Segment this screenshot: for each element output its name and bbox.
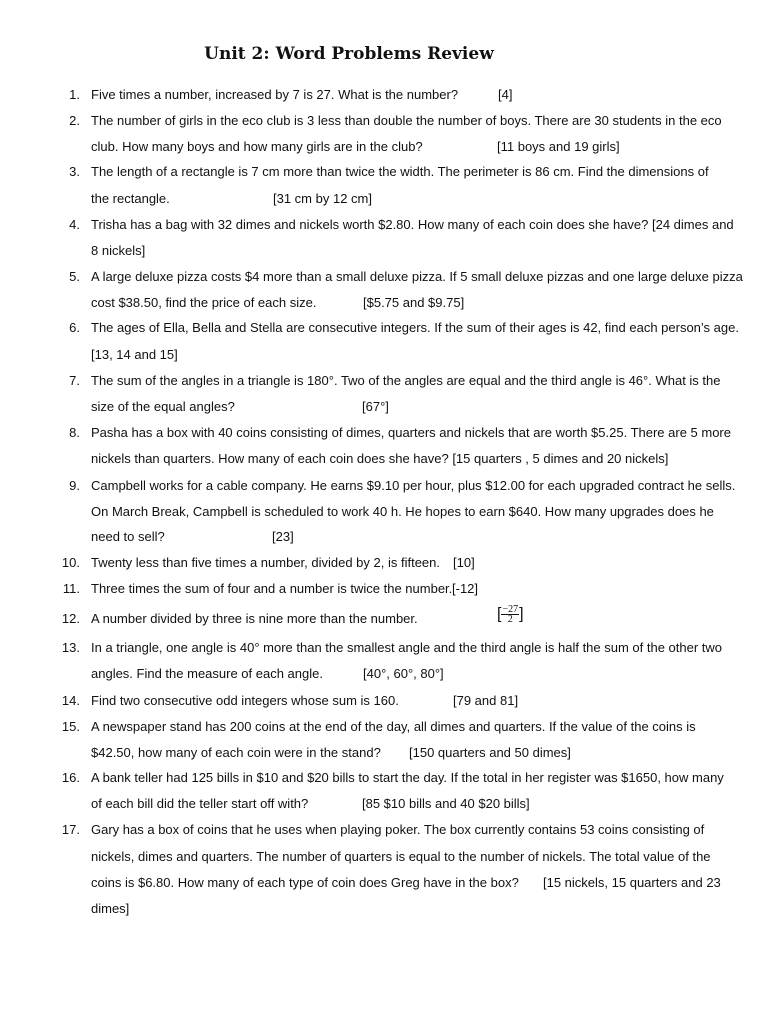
problem-number: 5. — [69, 269, 80, 284]
problem-number: 11. — [62, 581, 80, 596]
problem-text-line: angles. Find the measure of each angle. — [91, 666, 323, 681]
problem-number: 12. — [61, 611, 80, 626]
problem-text-line: A large deluxe pizza costs $4 more than a small deluxe pizza. If 5 small deluxe pizzas and one large deluxe pizza — [91, 269, 743, 284]
problem-number: 2. — [69, 113, 80, 128]
problem-answer: [-12] — [452, 581, 479, 596]
problem-text-line: Trisha has a bag with 32 dimes and nickels worth $2.80. How many of each coin does she have? [24 dimes and — [91, 217, 734, 232]
problem-answer: [31 cm by 12 cm] — [273, 191, 372, 206]
problem-answer: [23] — [272, 529, 294, 544]
problem-text-line: The ages of Ella, Bella and Stella are consecutive integers. If the sum of their ages is 42, find each person’s age. — [91, 320, 739, 335]
problem-number: 8. — [69, 425, 80, 440]
problem-text-line: coins is $6.80. How many of each type of coin does Greg have in the box? — [91, 875, 519, 890]
problem-answer: [$5.75 and $9.75] — [363, 295, 465, 310]
problem-answer: [85 $10 bills and 40 $20 bills] — [362, 796, 530, 811]
problem-text-line: club. How many boys and how many girls are in the club? — [91, 139, 423, 154]
answer-fraction — [501, 605, 519, 624]
problem-text-line: the rectangle. — [91, 191, 170, 206]
problem-number: 16. — [61, 770, 80, 785]
problem-text-line: nickels than quarters. How many of each coin does she have? [15 quarters , 5 dimes and 20 nickels] — [91, 451, 669, 466]
problem-text-line: On March Break, Campbell is scheduled to work 40 h. He hopes to earn $640. How many upgrades does he — [91, 504, 714, 519]
problem-answer: [150 quarters and 50 dimes] — [409, 745, 571, 760]
problem-number: 13. — [61, 640, 80, 655]
problem-text-line: $42.50, how many of each coin were in the stand? — [91, 745, 381, 760]
problem-text-line: Campbell works for a cable company. He earns $9.10 per hour, plus $12.00 for each upgraded contract he sells. — [91, 478, 736, 493]
problem-text-line: of each bill did the teller start off with? — [91, 796, 309, 811]
page-title: Unit 2: Word Problems Review — [204, 44, 494, 64]
problem-number: 15. — [61, 719, 80, 734]
problem-answer: [11 boys and 19 girls] — [497, 139, 620, 154]
problem-answer: [4] — [498, 87, 513, 102]
problem-text-line: A newspaper stand has 200 coins at the end of the day, all dimes and quarters. If the value of the coins is — [91, 719, 696, 734]
problem-text-line: The number of girls in the eco club is 3 less than double the number of boys. There are 30 students in the eco — [91, 113, 722, 128]
problem-number: 10. — [61, 555, 80, 570]
problem-text-line: A bank teller had 125 bills in $10 and $20 bills to start the day. If the total in her register was $1650, how many — [91, 770, 724, 785]
problem-text-line: nickels, dimes and quarters. The number of quarters is equal to the number of nickels. The total value of the — [91, 849, 711, 864]
problem-text-line: need to sell? — [91, 529, 165, 544]
problem-answer: [ $\frac{-27}{2}$ ] — [497, 604, 524, 625]
problem-number: 9. — [69, 478, 80, 493]
problem-number: 6. — [69, 320, 80, 335]
problem-text-line: Pasha has a box with 40 coins consisting of dimes, quarters and nickels that are worth $5.25. There are 5 more — [91, 425, 731, 440]
problem-text-line: Three times the sum of four and a number is twice the number. — [91, 581, 453, 596]
problem-number: 4. — [69, 217, 80, 232]
problem-text-line: The length of a rectangle is 7 cm more than twice the width. The perimeter is 86 cm. Find the dimensions of — [91, 164, 709, 179]
problem-number: 3. — [69, 164, 80, 179]
problem-text-line: cost $38.50, find the price of each size. — [91, 295, 317, 310]
problem-text-line: dimes] — [91, 901, 130, 916]
problem-answer: [10] — [453, 555, 475, 570]
fraction-numerator: −27 — [502, 604, 519, 615]
problem-answer: [67°] — [362, 399, 389, 414]
problem-number: 1. — [69, 87, 80, 102]
problem-number: 7. — [69, 373, 80, 388]
problem-answer: [40°, 60°, 80°] — [363, 666, 444, 681]
problem-answer: [15 nickels, 15 quarters and 23 — [543, 875, 721, 890]
problem-text-line: 8 nickels] — [91, 243, 146, 258]
problem-text-line: Five times a number, increased by 7 is 27. What is the number? — [91, 87, 459, 102]
problem-text-line: Twenty less than five times a number, divided by 2, is fifteen. — [91, 555, 441, 570]
problem-text-line: [13, 14 and 15] — [91, 347, 178, 362]
problem-text-line: size of the equal angles? — [91, 399, 235, 414]
problem-answer: [79 and 81] — [453, 693, 519, 708]
problem-number: 14. — [61, 693, 80, 708]
problem-number: 17. — [61, 822, 80, 837]
problem-text-line: In a triangle, one angle is 40° more than the smallest angle and the third angle is half the sum of the other two — [91, 640, 723, 655]
fraction-denominator: 2 — [507, 614, 513, 625]
problem-text-line: A number divided by three is nine more than the number. — [91, 611, 418, 626]
problem-text-line: Gary has a box of coins that he uses when playing poker. The box currently contains 53 coins consisting of — [91, 822, 705, 837]
problem-text-line: Find two consecutive odd integers whose sum is 160. — [91, 693, 399, 708]
problem-text-line: The sum of the angles in a triangle is 180°. Two of the angles are equal and the third angle is 46°. What is the — [91, 373, 721, 388]
